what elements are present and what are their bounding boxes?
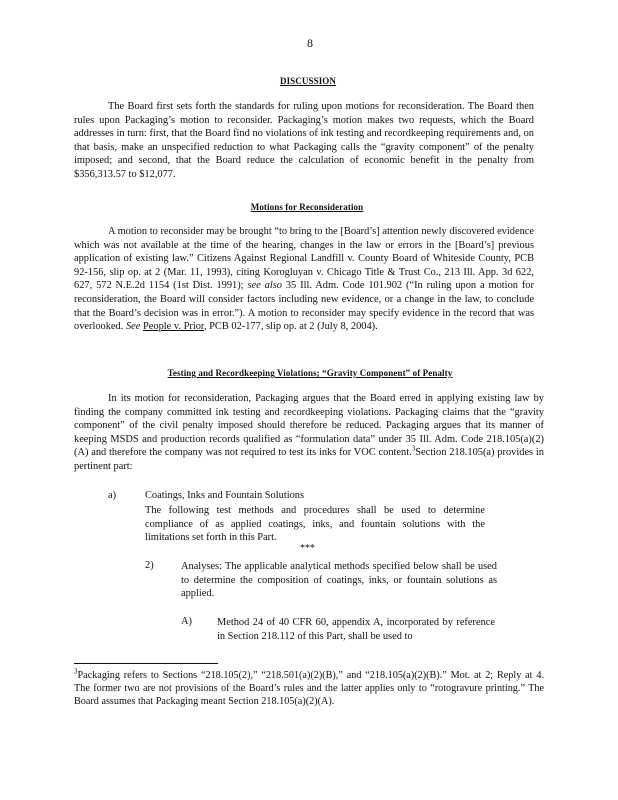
quote-A-text: Method 24 of 40 CFR 60, appendix A, incorporated by reference in Section 218.112 of this Part, shall be used to	[217, 617, 495, 642]
paragraph-testing	[74, 392, 544, 474]
quote-a-text: The following test methods and procedures shall be used to determine compliance of as applied coatings, inks, and fountain solutions with the limitations set forth in this Part.	[145, 505, 485, 544]
footnote-text: Packaging refers to Sections “218.105(2),” “218.501(a)(2)(B),” and “218.105(a)(2)(B).” Mot. at 2; Reply at 4. The former two are not provisions of the Board’s rules and the latter applies only to “rotogravure printing.” The Board assumes that Packaging meant Section 218.105(a)(2)(A).	[74, 670, 544, 708]
quote-a-title: Coatings, Inks and Fountain Solutions	[145, 490, 305, 501]
footnote-marker: 3	[74, 667, 78, 676]
paragraph-motions	[74, 225, 534, 334]
motions-signal-see-also: see also	[247, 280, 282, 292]
heading-motions: Motions for Reconsideration	[250, 202, 364, 212]
quote-a-label: a)	[108, 490, 117, 501]
paragraph-intro: The Board first sets forth the standards for ruling upon motions for reconsideration. The Board then rules upon Packaging’s motion to reconsider. Packaging’s motion makes two requests, which the Board addresses in turn: first, that the Board find no violations of ink testing and recordkeeping requirements and, on that basis, make an unspecified reduction to what Packaging calls the “gravity component” of the penalty imposed; and second, that the Board reduce the calculation of economic benefit in the penalty from $356,313.57 to $12,077.	[74, 101, 534, 180]
quote-2-text: Analyses: The applicable analytical methods specified below shall be used to determine the composition of coatings, inks, or fountain solutions as applied.	[181, 561, 497, 600]
heading-testing: Testing and Recordkeeping Violations; “Gravity Component” of Penalty	[167, 368, 453, 378]
footnote	[74, 669, 544, 709]
motions-case-name: People v. Prior	[142, 321, 204, 333]
motions-signal-see: See	[125, 321, 141, 333]
testing-text-2: Section 218.105(a) provides in pertinent part:	[74, 447, 544, 472]
quote-2-label: 2)	[145, 560, 154, 571]
heading-discussion: DISCUSSION	[279, 76, 337, 86]
motions-text-2: 35 Ill. Adm. Code 101.902 (“In ruling upon a motion for reconsideration, the Board will consider factors including new evidence, or a change in the law, to conclude that the Board’s decision was in error.”). A motion to reconsider may specify evidence in the record that was overlooked.	[74, 280, 534, 333]
motions-text-3: , PCB 02-177, slip op. at 2 (July 8, 2004).	[203, 321, 378, 333]
motions-text-1: A motion to reconsider may be brought “to bring to the [Board’s] attention newly discovered evidence which was not available at the time of the hearing, changes in the law or errors in the [Board’s] previous application of existing law.” Citizens Against Regional Landfill v. County Board of Whiteside County, PCB 92-156, slip op. at 2 (Mar. 11, 1993), citing Korogluyan v. Chicago Title & Trust Co., 213 Ill. App. 3d 622, 627, 572 N.E.2d 1154 (1st Dist. 1991);	[74, 226, 534, 292]
testing-text-1: In its motion for reconsideration, Packaging argues that the Board erred in applying existing law by finding the company committed ink testing and recordkeeping violations. Packaging claims that the “gravity component” of the civil penalty imposed should therefore be reduced. Packaging argues that its manner of keeping MSDS and production records qualified as “formulation data” under 35 Ill. Adm. Code 218.105(a)(2)(A) and therefore the company was not required to test its inks for VOC content.	[74, 393, 544, 459]
ellipsis-stars: ***	[300, 543, 315, 554]
page-number: 8	[307, 36, 313, 50]
footnote-divider	[74, 663, 218, 664]
footnote-reference: 3	[411, 444, 416, 453]
quote-A-label: A)	[181, 616, 192, 627]
